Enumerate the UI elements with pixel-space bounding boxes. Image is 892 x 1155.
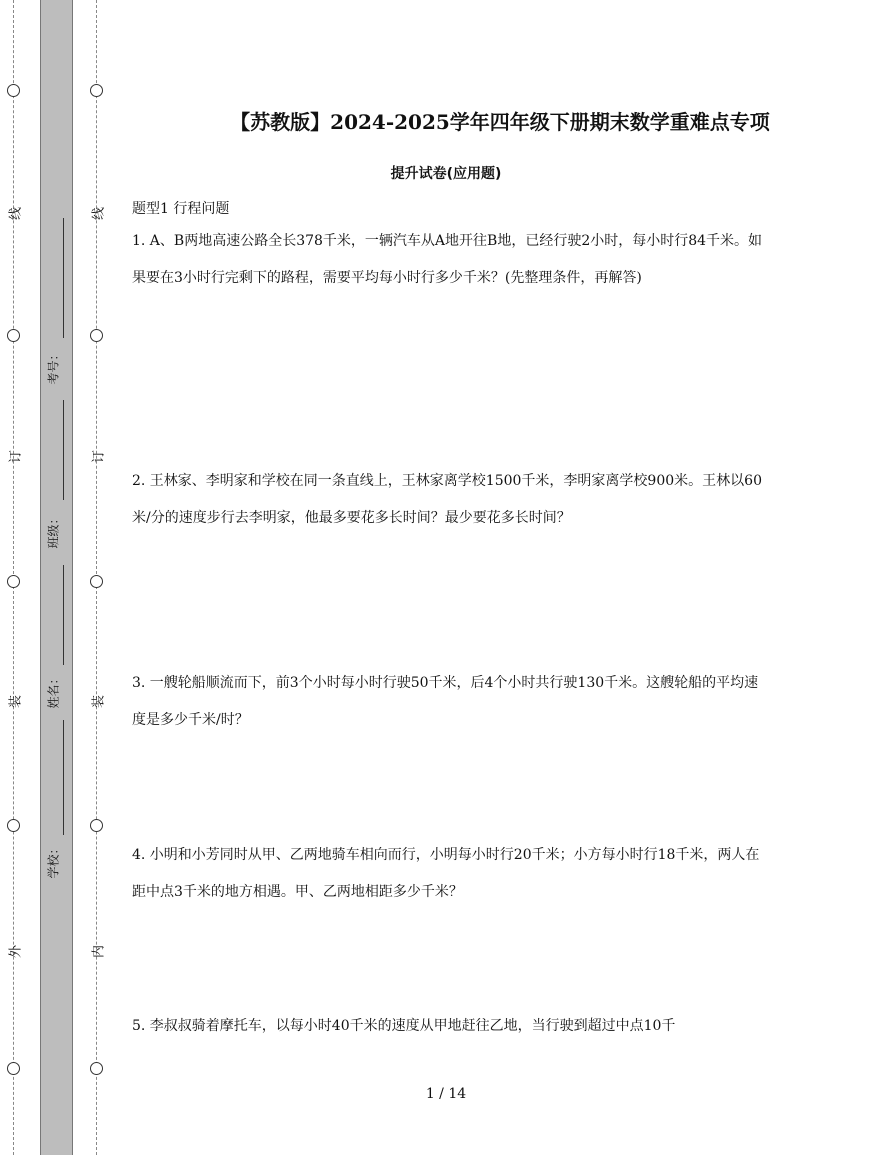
document-title: 【苏教版】2024-2025学年四年级下册期末数学重难点专项 — [230, 110, 770, 134]
question-1: 1. A、B两地高速公路全长378千米，一辆汽车从A地开往B地，已经行驶2小时，每小时行84千米。如果要在3小时行完剩下的路程，需要平均每小时行多少千米？(先整理条件，再解答) — [132, 233, 763, 286]
binding-hole — [90, 575, 103, 588]
class-line[interactable] — [63, 400, 64, 500]
page-number: 1 / 14 — [425, 1086, 467, 1102]
question-3: 3. 一艘轮船顺流而下，前3个小时每小时行驶50千米，后4个小时共行驶130千米。这艘轮船的平均速度是多少千米/时？ — [132, 675, 759, 728]
binding-hole — [7, 84, 20, 97]
outer-mark-ding: 订 — [8, 450, 24, 464]
binding-hole — [90, 1062, 103, 1075]
document-subtitle: 提升试卷(应用题) — [390, 166, 502, 182]
question-2: 2. 王林家、李明家和学校在同一条直线上，王林家离学校1500千米，李明家离学校900米。王林以60米/分的速度步行去李明家，他最多要花多长时间？最少要花多长时间？ — [132, 473, 762, 526]
inner-mark-nei: 内 — [91, 945, 107, 959]
name-line[interactable] — [63, 565, 64, 665]
outer-mark-zhuang: 装 — [8, 695, 24, 709]
binding-hole — [90, 329, 103, 342]
binding-hole — [7, 1062, 20, 1075]
outer-mark-xian: 线 — [8, 207, 24, 221]
section-heading: 题型1 行程问题 — [132, 201, 230, 217]
binding-hole — [90, 819, 103, 832]
question-5: 5. 李叔叔骑着摩托车，以每小时40千米的速度从甲地赶往乙地，当行驶到超过中点10千 — [132, 1018, 676, 1034]
info-band — [40, 0, 73, 1155]
name-label: 姓名： — [46, 672, 61, 709]
exam-number-line[interactable] — [63, 218, 64, 338]
binding-hole — [7, 575, 20, 588]
school-line[interactable] — [63, 720, 64, 835]
binding-hole — [7, 819, 20, 832]
inner-mark-xian: 线 — [91, 207, 107, 221]
inner-mark-zhuang: 装 — [91, 695, 107, 709]
question-4: 4. 小明和小芳同时从甲、乙两地骑车相向而行，小明每小时行20千米；小方每小时行18千米，两人在距中点3千米的地方相遇。甲、乙两地相距多少千米？ — [132, 847, 760, 900]
binding-hole — [90, 84, 103, 97]
outer-mark-wai: 外 — [8, 945, 24, 959]
school-label: 学校： — [46, 842, 61, 879]
inner-mark-ding: 订 — [91, 450, 107, 464]
class-label: 班级： — [46, 512, 61, 549]
exam-number-label: 考号： — [46, 348, 61, 385]
binding-hole — [7, 329, 20, 342]
